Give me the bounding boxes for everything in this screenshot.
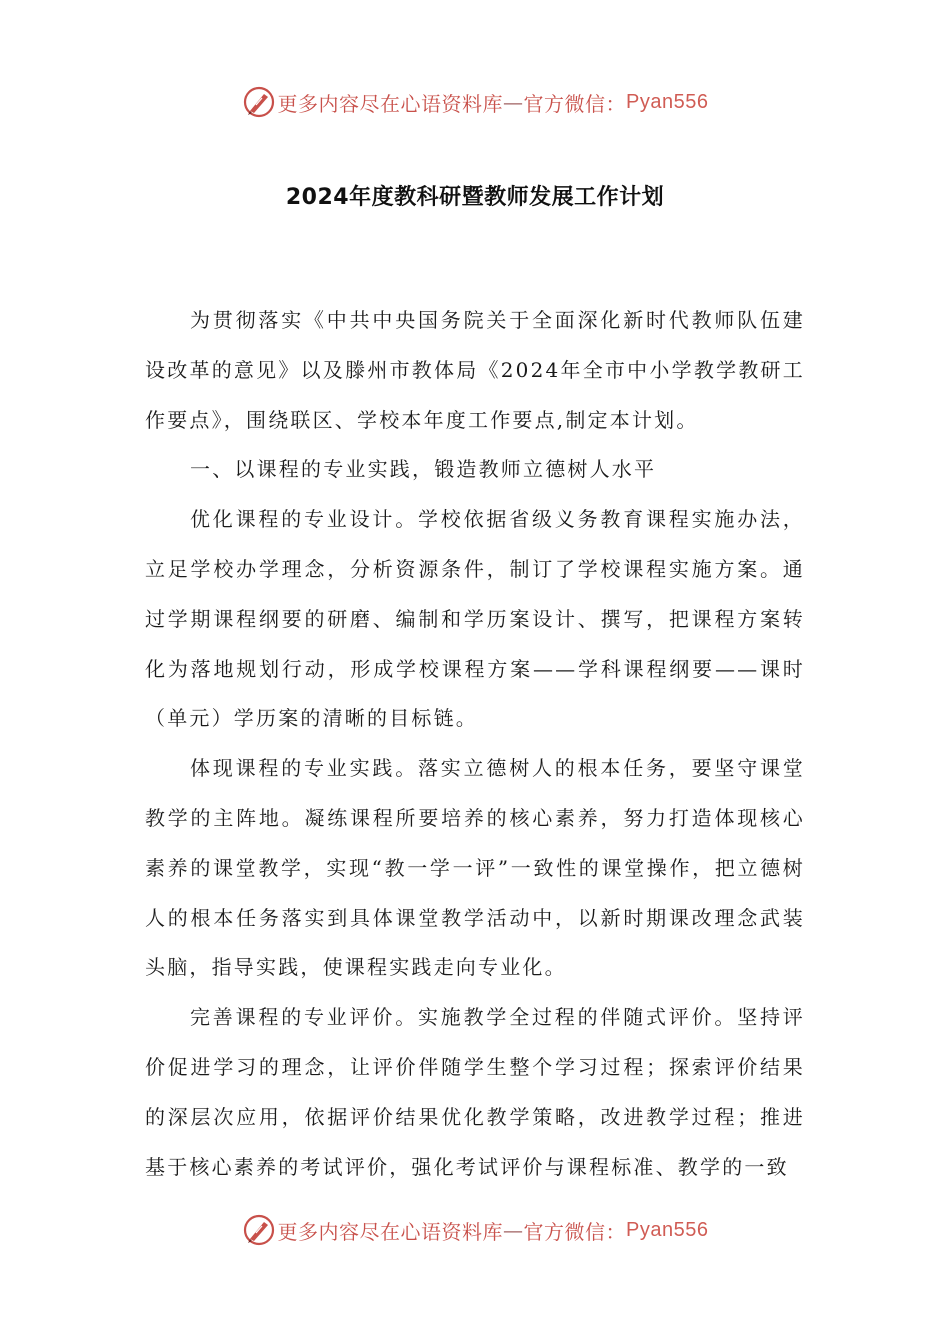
- pen-logo-icon: [242, 1213, 276, 1247]
- paragraph: 为贯彻落实《中共中央国务院关于全面深化新时代教师队伍建设改革的意见》以及滕州市教体局《2024年全市中小学教学教研工作要点》，围绕联区、学校本年度工作要点,制定本计划。: [145, 308, 805, 432]
- footer-watermark-banner: [0, 1210, 950, 1250]
- document-body: [145, 296, 805, 1192]
- banner-wechat-id: Pyan556: [626, 1218, 709, 1241]
- document-title: 2024年度教科研暨教师发展工作计划: [285, 185, 665, 210]
- banner-label: 官方微信：: [523, 1219, 627, 1244]
- banner-dash: —: [503, 1218, 524, 1242]
- paragraph: 完善课程的专业评价。实施教学全过程的伴随式评价。坚持评价促进学习的理念，让评价伴随学生整个学习过程；探索评价结果的深层次应用，依据评价结果优化教学策略，改进教学过程；推进基于核心素养的考试评价，强化考试评价与课程标准、教学的一致: [145, 1005, 805, 1179]
- paragraph: 优化课程的专业设计。学校依据省级义务教育课程实施办法，立足学校办学理念，分析资源条件，制订了学校课程实施方案。通过学期课程纲要的研磨、编制和学历案设计、撰写，把课程方案转化为落地规划行动，形成学校课程方案——学科课程纲要——课时（单元）学历案的清晰的目标链。: [145, 507, 805, 731]
- section-heading: 一、以课程的专业实践，锻造教师立德树人水平: [190, 457, 657, 482]
- banner-dash: —: [503, 90, 524, 114]
- banner-wechat-id: Pyan556: [626, 90, 709, 113]
- paragraph: 体现课程的专业实践。落实立德树人的根本任务，要坚守课堂教学的主阵地。凝练课程所要培养的核心素养，努力打造体现核心素养的课堂教学，实现“教一学一评”一致性的课堂操作，把立德树人的根本任务落实到具体课堂教学活动中，以新时期课改理念武装头脑，指导实践，使课程实践走向专业化。: [145, 756, 805, 980]
- banner-text: 更多内容尽在心语资料库: [277, 91, 504, 116]
- banner-text: 更多内容尽在心语资料库: [277, 1219, 504, 1244]
- banner-label: 官方微信：: [523, 91, 627, 116]
- header-watermark-banner: [0, 82, 950, 122]
- pen-logo-icon: [242, 85, 276, 119]
